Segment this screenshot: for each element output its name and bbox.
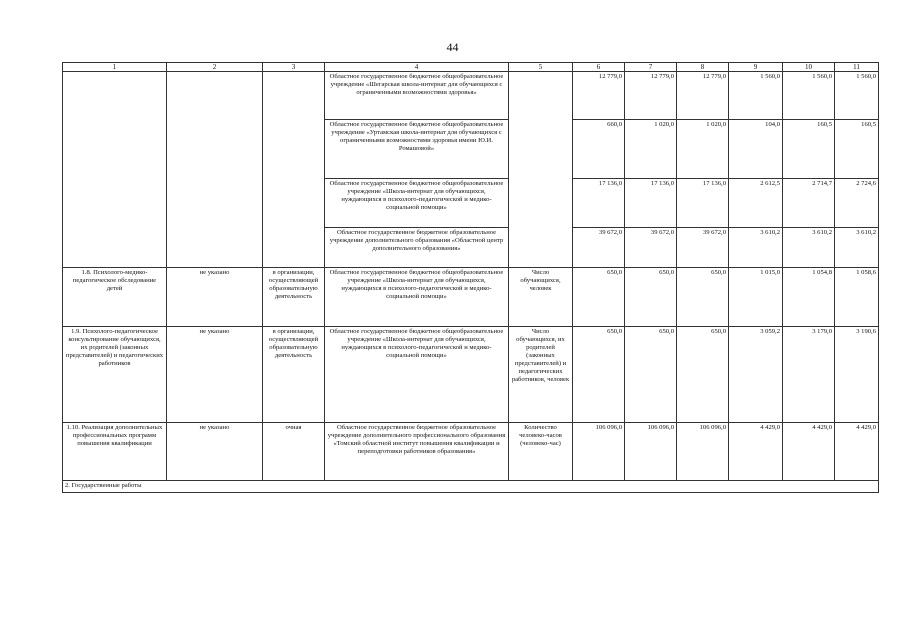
- service-cell: 1.8. Психолого-медико-педагогическое обследование детей: [63, 268, 167, 327]
- value-cell: 650,0: [625, 327, 677, 423]
- institution-cell: Областное государственное бюджетное общеобразовательное учреждение «Уртамская школа-интернат для обучающихся с ограниченными возможностями здоровья имени Ю.И. Ромашовой»: [325, 120, 509, 179]
- column-header: 2: [167, 63, 263, 72]
- value-cell: 4 429,0: [835, 423, 879, 481]
- services-table: [62, 62, 879, 493]
- value-cell: 17 136,0: [625, 179, 677, 228]
- column-number-row: [63, 63, 879, 72]
- value-cell: 1 015,0: [729, 268, 783, 327]
- table-row: [63, 72, 879, 120]
- indicator-cell-empty: [509, 72, 573, 268]
- value-cell: 160,5: [783, 120, 835, 179]
- column-header: 6: [573, 63, 625, 72]
- value-cell: 39 672,0: [677, 228, 729, 268]
- institution-cell: Областное государственное бюджетное общеобразовательное учреждение «Школа-интернат для обучающихся, нуждающихся в психолого-педагогической и медико-социальной помощи»: [325, 179, 509, 228]
- service-cell: 1.10. Реализация дополнительных профессиональных программ повышения квалификации: [63, 423, 167, 481]
- page-number: 44: [446, 40, 459, 54]
- value-cell: 650,0: [573, 327, 625, 423]
- value-cell: 2 612,5: [729, 179, 783, 228]
- col3-cell-empty: [263, 72, 325, 268]
- value-cell: 39 672,0: [625, 228, 677, 268]
- value-cell: 3 610,2: [835, 228, 879, 268]
- value-cell: 3 179,0: [783, 327, 835, 423]
- col3-cell: в организации, осуществляющей образовательную деятельность: [263, 327, 325, 423]
- value-cell: 3 610,2: [783, 228, 835, 268]
- value-cell: 39 672,0: [573, 228, 625, 268]
- value-cell: 160,5: [835, 120, 879, 179]
- service-cell: 1.9. Психолого-педагогическое консультирование обучающихся, их родителей (законных представителей) и педагогических работников: [63, 327, 167, 423]
- column-header: 8: [677, 63, 729, 72]
- col3-cell: очная: [263, 423, 325, 481]
- table-row: [63, 268, 879, 327]
- column-header: 7: [625, 63, 677, 72]
- value-cell: 2 714,7: [783, 179, 835, 228]
- value-cell: 4 429,0: [729, 423, 783, 481]
- col2-cell-empty: [167, 72, 263, 268]
- indicator-cell: Количество человеко-часов (человеко-час): [509, 423, 573, 481]
- value-cell: 106 096,0: [625, 423, 677, 481]
- value-cell: 2 724,6: [835, 179, 879, 228]
- value-cell: 12 779,0: [625, 72, 677, 120]
- column-header: 3: [263, 63, 325, 72]
- column-header: 5: [509, 63, 573, 72]
- col3-cell: в организации, осуществляющей образовательную деятельность: [263, 268, 325, 327]
- column-header: 9: [729, 63, 783, 72]
- column-header: 4: [325, 63, 509, 72]
- value-cell: 3 059,2: [729, 327, 783, 423]
- col2-cell: не указано: [167, 423, 263, 481]
- institution-cell: Областное государственное бюджетное образовательное учреждение дополнительного образования «Областной центр дополнительного образования»: [325, 228, 509, 268]
- institution-cell: Областное государственное бюджетное общеобразовательное учреждение «Шегарская школа-интернат для обучающихся с ограниченными возможностями здоровья»: [325, 72, 509, 120]
- section-heading: 2. Государственные работы: [63, 481, 879, 493]
- value-cell: 106 096,0: [677, 423, 729, 481]
- table-row: [63, 327, 879, 423]
- institution-cell: Областное государственное бюджетное общеобразовательное учреждение «Школа-интернат для обучающихся, нуждающихся в психолого-педагогической и медико-социальной помощи»: [325, 327, 509, 423]
- col2-cell: не указано: [167, 268, 263, 327]
- table-row: [63, 423, 879, 481]
- institution-cell: Областное государственное бюджетное образовательное учреждение дополнительного профессионального образования «Томский областной институт повышения квалификации и переподготовки работников образования»: [325, 423, 509, 481]
- column-header: 10: [783, 63, 835, 72]
- value-cell: 1 560,0: [835, 72, 879, 120]
- value-cell: 1 560,0: [729, 72, 783, 120]
- value-cell: 660,0: [573, 120, 625, 179]
- section-row: [63, 481, 879, 493]
- value-cell: 12 779,0: [677, 72, 729, 120]
- value-cell: 650,0: [625, 268, 677, 327]
- value-cell: 1 058,6: [835, 268, 879, 327]
- value-cell: 650,0: [573, 268, 625, 327]
- value-cell: 17 136,0: [677, 179, 729, 228]
- value-cell: 3 190,6: [835, 327, 879, 423]
- value-cell: 17 136,0: [573, 179, 625, 228]
- value-cell: 650,0: [677, 327, 729, 423]
- value-cell: 106 096,0: [573, 423, 625, 481]
- col2-cell: не указано: [167, 327, 263, 423]
- column-header: 1: [63, 63, 167, 72]
- value-cell: 3 610,2: [729, 228, 783, 268]
- indicator-cell: Число обучающихся, их родителей (законных представителей) и педагогических работников, человек: [509, 327, 573, 423]
- value-cell: 1 054,8: [783, 268, 835, 327]
- value-cell: 1 560,0: [783, 72, 835, 120]
- indicator-cell: Число обучающихся, человек: [509, 268, 573, 327]
- value-cell: 104,0: [729, 120, 783, 179]
- column-header: 11: [835, 63, 879, 72]
- institution-cell: Областное государственное бюджетное общеобразовательное учреждение «Школа-интернат для обучающихся, нуждающихся в психолого-педагогической и медико-социальной помощи»: [325, 268, 509, 327]
- value-cell: 12 779,0: [573, 72, 625, 120]
- value-cell: 4 429,0: [783, 423, 835, 481]
- value-cell: 1 020,0: [677, 120, 729, 179]
- service-cell-empty: [63, 72, 167, 268]
- value-cell: 1 020,0: [625, 120, 677, 179]
- value-cell: 650,0: [677, 268, 729, 327]
